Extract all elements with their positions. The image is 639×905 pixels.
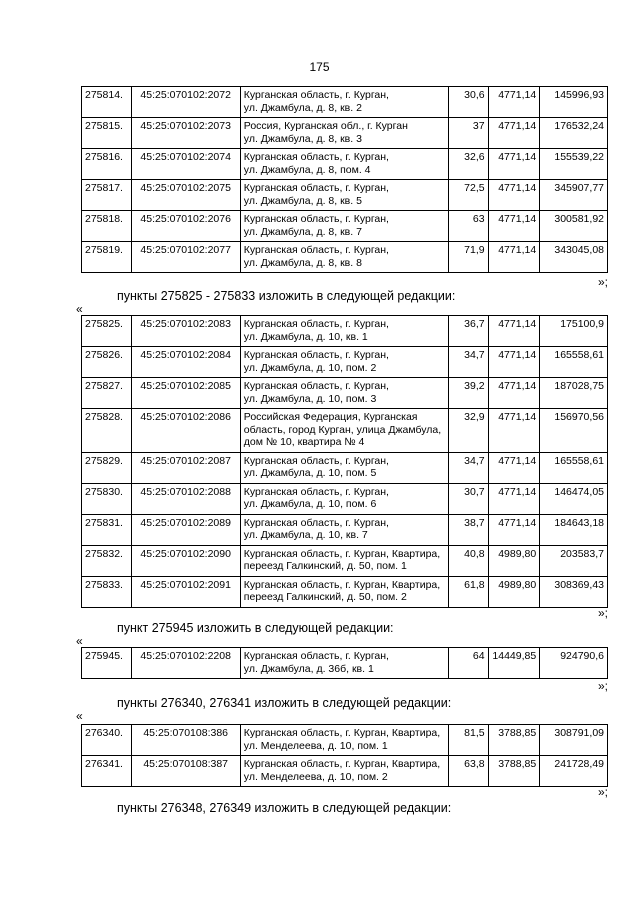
register-table-1: [81, 86, 608, 273]
unit-value-cell: 4771,14: [488, 316, 540, 347]
unit-value-cell: 4989,80: [488, 576, 540, 607]
table-body: [82, 648, 608, 679]
address-line: Курганская область, г. Курган,: [243, 213, 389, 225]
address-line: Курганская область, г. Курган,: [243, 485, 389, 498]
cadastral-number-cell: 45:25:070102:2077: [131, 242, 240, 273]
address-line: Курганская область, г. Курган, Квартира,: [243, 727, 441, 739]
table-row: [82, 87, 608, 118]
opening-quote-3: «: [76, 634, 83, 648]
area-cell: 36,7: [449, 316, 488, 347]
address-line: Курганская область, г. Курган,: [243, 650, 389, 662]
cadastral-number-cell: 45:25:070108:387: [131, 756, 240, 787]
area-cell: 30,7: [449, 483, 488, 514]
table-row: [82, 576, 608, 607]
row-number-cell: 275814.: [82, 87, 132, 118]
address-cell: [240, 409, 448, 453]
row-number-cell: 275817.: [82, 180, 132, 211]
address-line: ул. Джамбула, д. 10, пом. 6: [243, 498, 377, 510]
address-line: ул. Джамбула, д. 8, кв. 2: [243, 101, 362, 114]
row-number-cell: 275832.: [82, 545, 132, 576]
opening-quote-4: «: [76, 709, 83, 723]
address-line: Курганская область, г. Курган, Квартира,: [243, 547, 441, 560]
cadastral-number-cell: 45:25:070102:2208: [131, 648, 240, 679]
table-row: [82, 648, 608, 679]
address-line: Курганская область, г. Курган,: [243, 349, 389, 361]
cadastral-value-cell: 203583,7: [540, 545, 608, 576]
address-line: ул. Джамбула, д. 10, пом. 2: [243, 361, 377, 374]
address-cell: [240, 347, 448, 378]
register-table-2: [81, 315, 608, 608]
address-line: ул. Менделеева, д. 10, пом. 1: [243, 739, 388, 752]
page-number: 175: [309, 60, 330, 74]
cadastral-number-cell: 45:25:070102:2085: [131, 378, 240, 409]
table-row: [82, 316, 608, 347]
area-cell: 32,9: [449, 409, 488, 453]
address-cell: [240, 576, 448, 607]
address-line: Курганская область, г. Курган,: [243, 380, 389, 392]
address-line: ул. Джамбула, д. 8, кв. 8: [243, 256, 362, 269]
cadastral-number-cell: 45:25:070102:2074: [131, 149, 240, 180]
address-line: переезд Галкинский, д. 50, пом. 2: [243, 591, 407, 603]
area-cell: 34,7: [449, 452, 488, 483]
cadastral-value-cell: 924790,6: [540, 648, 608, 679]
address-line: Курганская область, г. Курган,: [243, 182, 389, 194]
cadastral-value-cell: 165558,61: [540, 347, 608, 378]
address-line: ул. Джамбула, д. 8, кв. 3: [243, 132, 362, 145]
cadastral-number-cell: 45:25:070108:386: [131, 725, 240, 756]
row-number-cell: 275818.: [82, 211, 132, 242]
row-number-cell: 275945.: [82, 648, 132, 679]
table-row: [82, 514, 608, 545]
unit-value-cell: 4771,14: [488, 452, 540, 483]
address-line: ул. Джамбула, д. 10, пом. 3: [243, 392, 377, 405]
address-cell: [240, 242, 448, 273]
unit-value-cell: 4989,80: [488, 545, 540, 576]
row-number-cell: 275828.: [82, 409, 132, 453]
area-cell: 72,5: [449, 180, 488, 211]
unit-value-cell: 4771,14: [488, 347, 540, 378]
table-row: [82, 545, 608, 576]
address-line: ул. Джамбула, д. 8, кв. 7: [243, 225, 362, 238]
address-line: Курганская область, г. Курган, Квартира,: [243, 578, 441, 591]
table-row: [82, 378, 608, 409]
area-cell: 38,7: [449, 514, 488, 545]
address-cell: [240, 648, 448, 679]
cadastral-value-cell: 300581,92: [540, 211, 608, 242]
area-cell: 71,9: [449, 242, 488, 273]
area-cell: 81,5: [449, 725, 488, 756]
cadastral-number-cell: 45:25:070102:2073: [131, 118, 240, 149]
unit-value-cell: 4771,14: [488, 409, 540, 453]
table-row: [82, 149, 608, 180]
row-number-cell: 275830.: [82, 483, 132, 514]
row-number-cell: 275819.: [82, 242, 132, 273]
table-row: [82, 180, 608, 211]
cadastral-value-cell: 241728,49: [540, 756, 608, 787]
cadastral-value-cell: 175100,9: [540, 316, 608, 347]
row-number-cell: 276340.: [82, 725, 132, 756]
cadastral-value-cell: 308369,43: [540, 576, 608, 607]
cadastral-number-cell: 45:25:070102:2089: [131, 514, 240, 545]
closing-quote-3: »;: [597, 679, 608, 693]
area-cell: 63: [449, 211, 488, 242]
cadastral-value-cell: 145996,93: [540, 87, 608, 118]
address-cell: [240, 180, 448, 211]
row-number-cell: 276341.: [82, 756, 132, 787]
unit-value-cell: 4771,14: [488, 149, 540, 180]
cadastral-number-cell: 45:25:070102:2091: [131, 576, 240, 607]
closing-quote-2: »;: [597, 606, 608, 620]
opening-quote-2: «: [76, 302, 83, 316]
address-line: Курганская область, г. Курган,: [243, 89, 389, 101]
address-line: ул. Джамбула, д. 10, пом. 5: [243, 467, 377, 479]
row-number-cell: 275826.: [82, 347, 132, 378]
closing-quote-1: »;: [597, 275, 608, 289]
table-row: [82, 483, 608, 514]
area-cell: 64: [449, 648, 488, 679]
address-line: Курганская область, г. Курган,: [243, 516, 389, 529]
unit-value-cell: 4771,14: [488, 483, 540, 514]
table-row: [82, 347, 608, 378]
address-line: ул. Джамбула, д. 8, кв. 5: [243, 194, 362, 207]
unit-value-cell: 4771,14: [488, 242, 540, 273]
cadastral-number-cell: 45:25:070102:2086: [131, 409, 240, 453]
instruction-4: пункты 276348, 276349 изложить в следующей редакции:: [117, 801, 452, 815]
table-row: [82, 452, 608, 483]
area-cell: 63,8: [449, 756, 488, 787]
address-cell: [240, 514, 448, 545]
row-number-cell: 275816.: [82, 149, 132, 180]
address-cell: [240, 452, 448, 483]
unit-value-cell: 4771,14: [488, 180, 540, 211]
unit-value-cell: 14449,85: [488, 648, 540, 679]
address-cell: [240, 756, 448, 787]
address-line: Курганская область, г. Курган,: [243, 244, 389, 256]
cadastral-value-cell: 155539,22: [540, 149, 608, 180]
address-cell: [240, 87, 448, 118]
unit-value-cell: 3788,85: [488, 725, 540, 756]
area-cell: 37: [449, 118, 488, 149]
instruction-2: пункт 275945 изложить в следующей редакции:: [117, 621, 394, 635]
cadastral-number-cell: 45:25:070102:2090: [131, 545, 240, 576]
address-cell: [240, 149, 448, 180]
address-cell: [240, 316, 448, 347]
table-body: [82, 316, 608, 608]
cadastral-value-cell: 156970,56: [540, 409, 608, 453]
address-line: Курганская область, г. Курган,: [243, 454, 389, 467]
area-cell: 40,8: [449, 545, 488, 576]
cadastral-number-cell: 45:25:070102:2075: [131, 180, 240, 211]
cadastral-value-cell: 345907,77: [540, 180, 608, 211]
cadastral-value-cell: 187028,75: [540, 378, 608, 409]
address-cell: [240, 118, 448, 149]
address-line: ул. Джамбула, д. 10, кв. 1: [243, 330, 368, 343]
area-cell: 32,6: [449, 149, 488, 180]
cadastral-value-cell: 308791,09: [540, 725, 608, 756]
table-row: [82, 118, 608, 149]
address-cell: [240, 211, 448, 242]
register-table-3: [81, 647, 608, 679]
register-table-4: [81, 724, 608, 787]
cadastral-value-cell: 343045,08: [540, 242, 608, 273]
cadastral-value-cell: 184643,18: [540, 514, 608, 545]
unit-value-cell: 4771,14: [488, 118, 540, 149]
table-row: [82, 211, 608, 242]
unit-value-cell: 3788,85: [488, 756, 540, 787]
area-cell: 30,6: [449, 87, 488, 118]
table-row: [82, 725, 608, 756]
address-line: дом № 10, квартира № 4: [243, 436, 365, 448]
address-cell: [240, 378, 448, 409]
address-cell: [240, 545, 448, 576]
cadastral-number-cell: 45:25:070102:2083: [131, 316, 240, 347]
area-cell: 34,7: [449, 347, 488, 378]
cadastral-value-cell: 176532,24: [540, 118, 608, 149]
address-cell: [240, 725, 448, 756]
area-cell: 61,8: [449, 576, 488, 607]
table-row: [82, 409, 608, 453]
row-number-cell: 275827.: [82, 378, 132, 409]
row-number-cell: 275831.: [82, 514, 132, 545]
cadastral-number-cell: 45:25:070102:2088: [131, 483, 240, 514]
address-line: ул. Джамбула, д. 10, кв. 7: [243, 529, 368, 541]
address-line: Российская Федерация, Курганская: [243, 411, 418, 423]
cadastral-number-cell: 45:25:070102:2084: [131, 347, 240, 378]
cadastral-value-cell: 165558,61: [540, 452, 608, 483]
address-line: Курганская область, г. Курган, Квартира,: [243, 758, 441, 770]
row-number-cell: 275833.: [82, 576, 132, 607]
cadastral-number-cell: 45:25:070102:2072: [131, 87, 240, 118]
instruction-1: пункты 275825 - 275833 изложить в следующей редакции:: [117, 289, 456, 303]
address-line: Курганская область, г. Курган,: [243, 151, 389, 163]
address-line: ул. Джамбула, д. 36б, кв. 1: [243, 662, 374, 675]
address-line: переезд Галкинский, д. 50, пом. 1: [243, 560, 407, 572]
cadastral-number-cell: 45:25:070102:2087: [131, 452, 240, 483]
row-number-cell: 275829.: [82, 452, 132, 483]
table-row: [82, 756, 608, 787]
address-cell: [240, 483, 448, 514]
address-line: ул. Джамбула, д. 8, пом. 4: [243, 163, 371, 176]
unit-value-cell: 4771,14: [488, 211, 540, 242]
address-line: Курганская область, г. Курган,: [243, 318, 389, 330]
address-line: ул. Менделеева, д. 10, пом. 2: [243, 770, 388, 783]
closing-quote-4: »;: [597, 785, 608, 799]
table-body: [82, 725, 608, 787]
row-number-cell: 275815.: [82, 118, 132, 149]
table-row: [82, 242, 608, 273]
cadastral-number-cell: 45:25:070102:2076: [131, 211, 240, 242]
unit-value-cell: 4771,14: [488, 378, 540, 409]
instruction-3: пункты 276340, 276341 изложить в следующей редакции:: [117, 696, 452, 710]
area-cell: 39,2: [449, 378, 488, 409]
unit-value-cell: 4771,14: [488, 87, 540, 118]
table-body: [82, 87, 608, 273]
cadastral-value-cell: 146474,05: [540, 483, 608, 514]
unit-value-cell: 4771,14: [488, 514, 540, 545]
row-number-cell: 275825.: [82, 316, 132, 347]
address-line: Россия, Курганская обл., г. Курган: [243, 120, 408, 132]
address-line: область, город Курган, улица Джамбула,: [243, 423, 442, 436]
